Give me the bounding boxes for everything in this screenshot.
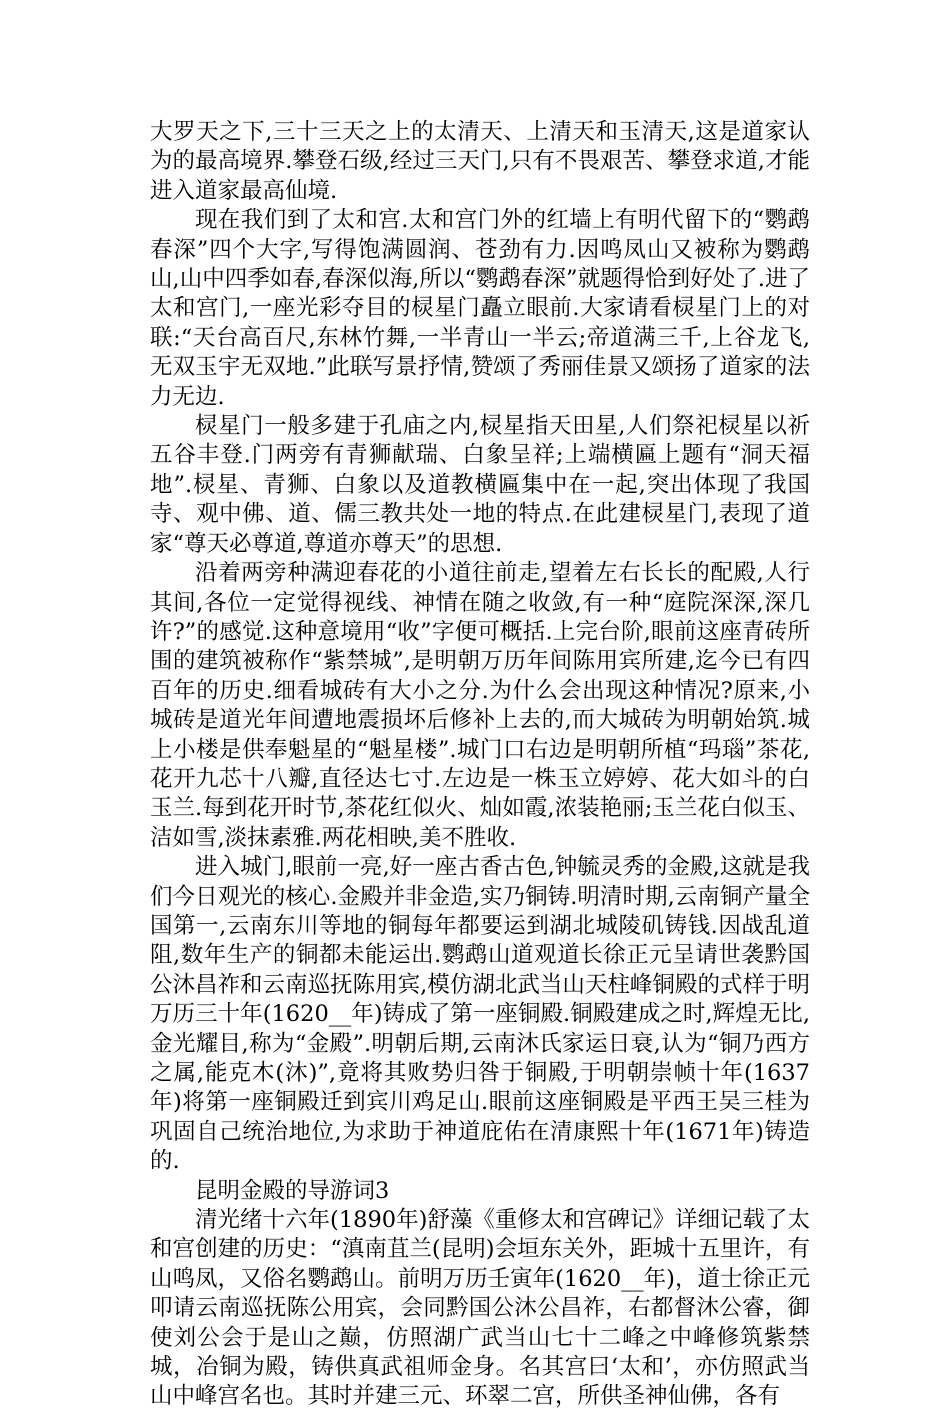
document-body	[150, 118, 810, 1412]
section-heading: 昆明金殿的导游词3	[195, 1177, 390, 1204]
paragraph-6: 清光绪十六年(1890年)舒藻《重修太和宫碑记》详细记载了太和宫创建的历史：“滇南苴兰(昆明)会垣东关外，距城十五里许，有山鸣凤，又俗名鹦鹉山。前明万历壬寅年(1620__年)，道士徐正元叩请云南巡抚陈公用宾，会同黔国公沐公昌祚，右都督沐公睿，御使刘公会于是山之巅，仿照湖广武当山七十二峰之中峰修筑紫禁城，冶铜为殿，铸供真武祖师金身。名其宫曰‘太和’，亦仿照武当山中峰宫名也。其时并建三元、环翠二宫，所供圣神仙佛，各有	[150, 1207, 810, 1410]
paragraph-1: 大罗天之下,三十三天之上的太清天、上清天和玉清天,这是道家认为的最高境界.攀登石级,经过三天门,只有不畏艰苦、攀登求道,才能进入道家最高仙境.	[150, 119, 810, 204]
paragraph-2: 现在我们到了太和宫.太和宫门外的红墙上有明代留下的“鹦鹉春深”四个大字,写得饱满圆润、苍劲有力.因鸣凤山又被称为鹦鹉山,山中四季如春,春深似海,所以“鹦鹉春深”就题得恰到好处了.进了太和宫门,一座光彩夺目的棂星门矗立眼前.大家请看棂星门上的对联:“天台高百尺,东林竹舞,一半青山一半云;帝道满三千,上谷龙飞,无双玉宇无双地.”此联写景抒情,赞颂了秀丽佳景又颂扬了道家的法力无边.	[150, 207, 810, 410]
paragraph-3: 棂星门一般多建于孔庙之内,棂星指天田星,人们祭祀棂星以祈五谷丰登.门两旁有青狮献瑞、白象呈祥;上端横匾上题有“洞天福地”.棂星、青狮、白象以及道教横匾集中在一起,突出体现了我国寺、观中佛、道、儒三教共处一地的特点.在此建棂星门,表现了道家“尊天必尊道,尊道亦尊天”的思想.	[150, 413, 810, 557]
paragraph-4: 沿着两旁种满迎春花的小道往前走,望着左右长长的配殿,人行其间,各位一定觉得视线、神情在随之收敛,有一种“庭院深深,深几许?”的感觉.这种意境用“收”字便可概括.上完台阶,眼前这座青砖所围的建筑被称作“紫禁城”,是明朝万历年间陈用宾所建,迄今已有四百年的历史.细看城砖有大小之分.为什么会出现这种情况?原来,小城砖是道光年间遭地震损坏后修补上去的,而大城砖为明朝始筑.城上小楼是供奉魁星的“魁星楼”.城门口右边是明朝所植“玛瑙”茶花,花开九芯十八瓣,直径达七寸.左边是一株玉立婷婷、花大如斗的白玉兰.每到花开时节,茶花红似火、灿如霞,浓装艳丽;玉兰花白似玉、洁如雪,淡抹素雅.两花相映,美不胜收.	[150, 560, 810, 851]
paragraph-5: 进入城门,眼前一亮,好一座古香古色,钟毓灵秀的金殿,这就是我们今日观光的核心.金殿并非金造,实乃铜铸.明清时期,云南铜产量全国第一,云南东川等地的铜每年都要运到湖北城陵矶铸钱.因战乱道阻,数年生产的铜都未能运出.鹦鹉山道观道长徐正元呈请世袭黔国公沐昌祚和云南巡抚陈用宾,模仿湖北武当山天柱峰铜殿的式样于明万历三十年(1620__年)铸成了第一座铜殿.铜殿建成之时,辉煌无比,金光耀目,称为“金殿”.明朝后期,云南沐氏家运日衰,认为“铜乃西方之属,能克木(沐)”,竟将其败势归咎于铜殿,于明朝崇帧十年(1637年)将第一座铜殿迁到宾川鸡足山.眼前这座铜殿是平西王吴三桂为巩固自己统治地位,为求助于神道庇佑在清康熙十年(1671年)铸造的.	[150, 854, 810, 1175]
